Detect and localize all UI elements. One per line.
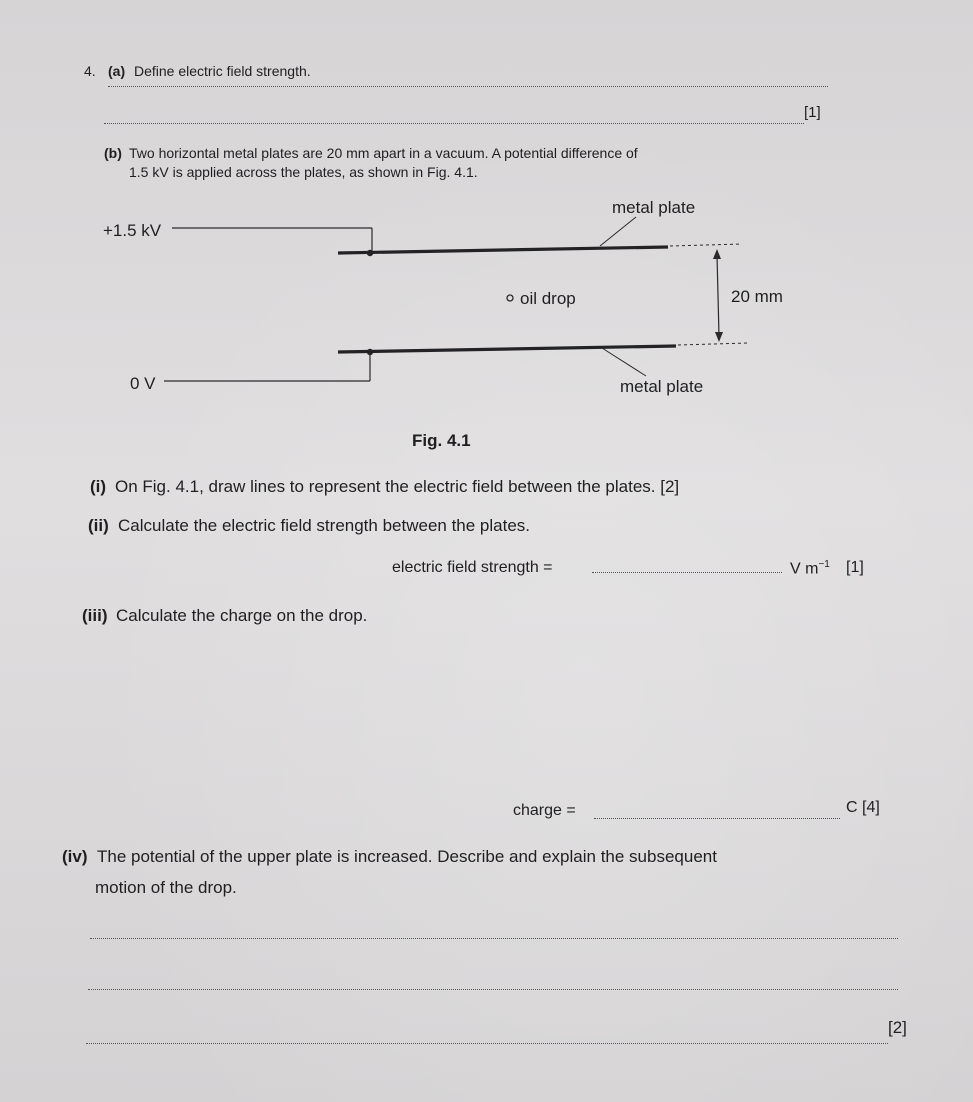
part-iv-text-line-1: The potential of the upper plate is increased. Describe and explain the subsequent — [97, 847, 717, 866]
part-i-text: On Fig. 4.1, draw lines to represent the electric field between the plates. [2] — [115, 477, 680, 496]
part-iv-answer-line-1[interactable] — [90, 938, 898, 939]
bottom-plate — [338, 346, 676, 352]
top-plate-junction — [367, 250, 373, 256]
part-ii-text: Calculate the electric field strength between the plates. — [118, 516, 531, 535]
part-b-text-line-1: Two horizontal metal plates are 20 mm apart in a vacuum. A potential difference of — [129, 145, 638, 161]
part-i-label: (i) — [90, 477, 107, 496]
part-ii-answer-prefix: electric field strength = — [392, 559, 553, 576]
oil-drop-marker — [507, 295, 513, 301]
part-iii-answer-line[interactable] — [594, 818, 840, 819]
figure-4-1 — [0, 180, 973, 460]
gap-arrow-line — [717, 255, 719, 336]
figure-caption: Fig. 4.1 — [412, 431, 471, 450]
part-iii-answer-prefix: charge = — [513, 802, 576, 819]
part-iv-answer-line-2[interactable] — [88, 989, 898, 990]
part-iv-answer-line-3[interactable] — [86, 1043, 888, 1044]
top-voltage-label: +1.5 kV — [103, 221, 162, 240]
part-a-label: (a) — [108, 63, 126, 79]
bottom-plate-extension — [678, 343, 748, 345]
part-b-label: (b) — [104, 145, 122, 161]
top-plate-pointer — [600, 217, 636, 246]
part-a-text: Define electric field strength. — [134, 63, 311, 79]
gap-label: 20 mm — [731, 287, 783, 306]
part-iv-marks: [2] — [888, 1018, 907, 1037]
part-a-answer-line-2 — [104, 123, 804, 124]
part-iii-text: Calculate the charge on the drop. — [116, 606, 368, 625]
top-plate-label: metal plate — [612, 198, 696, 217]
bottom-plate-label: metal plate — [620, 377, 704, 396]
part-a-marks: [1] — [804, 104, 821, 121]
top-plate-extension — [670, 244, 742, 246]
part-iv-text-line-2: motion of the drop. — [95, 878, 237, 897]
part-iii-unit-marks: C [4] — [846, 799, 880, 816]
part-ii-label: (ii) — [88, 516, 109, 535]
gap-arrow-head-up — [713, 249, 721, 259]
gap-arrow-head-down — [715, 332, 723, 342]
top-plate — [338, 247, 668, 253]
part-b-text-line-2: 1.5 kV is applied across the plates, as shown in Fig. 4.1. — [129, 164, 478, 180]
bottom-plate-pointer — [602, 348, 646, 376]
part-iv-label: (iv) — [62, 847, 88, 866]
part-iii-label: (iii) — [82, 606, 108, 625]
part-ii-answer-line[interactable] — [592, 572, 782, 573]
part-ii-marks: [1] — [846, 559, 864, 576]
question-number: 4. — [84, 63, 96, 79]
bottom-voltage-label: 0 V — [130, 374, 156, 393]
part-a-answer-line-1 — [108, 86, 828, 87]
part-ii-unit: V $m^{-1}$ — [790, 559, 830, 578]
oil-drop-label: oil drop — [520, 289, 576, 308]
